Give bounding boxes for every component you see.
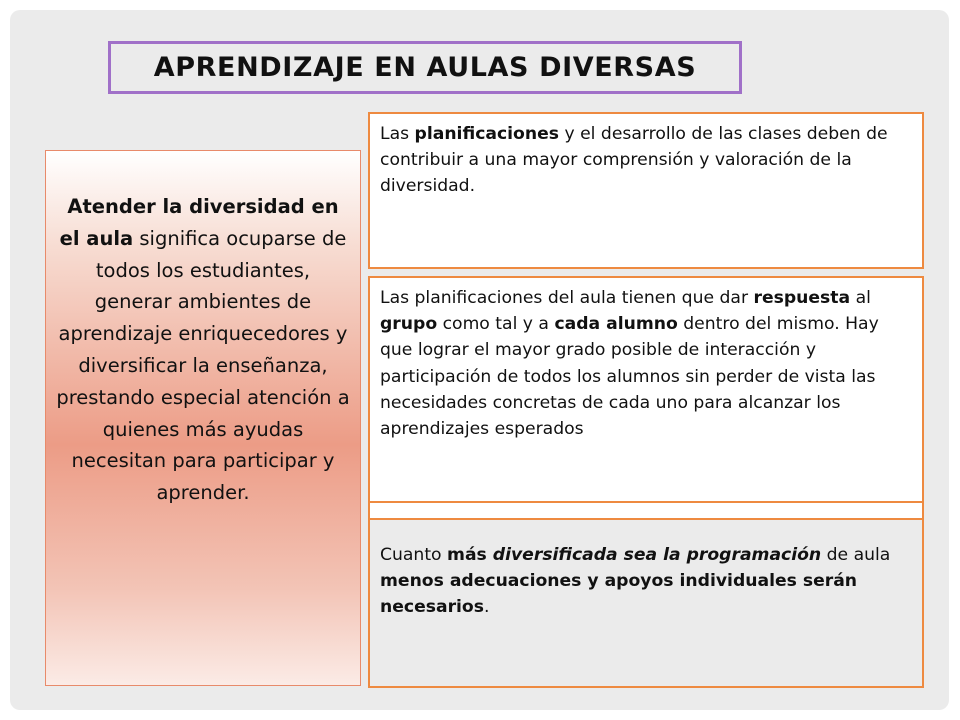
response-text-3: como tal y a	[437, 314, 555, 335]
programming-text-2: de aula	[821, 545, 891, 565]
response-text	[380, 285, 912, 442]
planning-text-1: Las	[380, 124, 415, 144]
programming-bold-2: menos adecuaciones y apoyos individuales serán necesarios	[380, 571, 858, 618]
planning-box	[368, 112, 924, 269]
planning-text-2: y el desarrollo de las clases deben de contribuir a una mayor comprensión y valoración de la diversidad.	[380, 124, 888, 197]
response-box	[368, 276, 924, 503]
response-text-2: al	[850, 288, 871, 308]
diversity-definition-box	[45, 150, 361, 686]
programming-box	[368, 518, 924, 688]
response-text-1: Las planificaciones del aula tienen que dar	[380, 288, 754, 308]
planning-bold-1: planificaciones	[414, 124, 559, 144]
response-bold-1: respuesta	[753, 288, 851, 308]
programming-text-3: .	[483, 597, 490, 618]
programming-bold-1: más	[447, 545, 493, 565]
definition-rest: significa ocuparse de todos los estudiantes, generar ambientes de aprendizaje enriquecedores y diversificar la enseñanza, prestando especial atención a quienes más ayudas necesitan para participar y aprender.	[56, 226, 350, 505]
response-text-4: dentro del mismo. Hay que lograr el mayor grado posible de interacción y participación de todos los alumnos sin perder de vista las necesidades concretas de cada uno para alcanzar los aprendizajes esperados	[380, 314, 879, 440]
response-bold-2: grupo	[380, 314, 438, 335]
programming-text	[380, 542, 912, 621]
programming-text-1: Cuanto	[380, 545, 448, 565]
title-box	[108, 41, 742, 94]
response-bold-3: cada alumno	[554, 314, 678, 335]
definition-bold-phrase: Atender la diversidad en el aula	[59, 195, 339, 250]
diversity-definition-text	[56, 191, 350, 509]
page-title: APRENDIZAJE EN AULAS DIVERSAS	[153, 52, 697, 83]
planning-text	[380, 121, 912, 200]
programming-bold-italic: diversificada sea la programación	[492, 545, 822, 565]
